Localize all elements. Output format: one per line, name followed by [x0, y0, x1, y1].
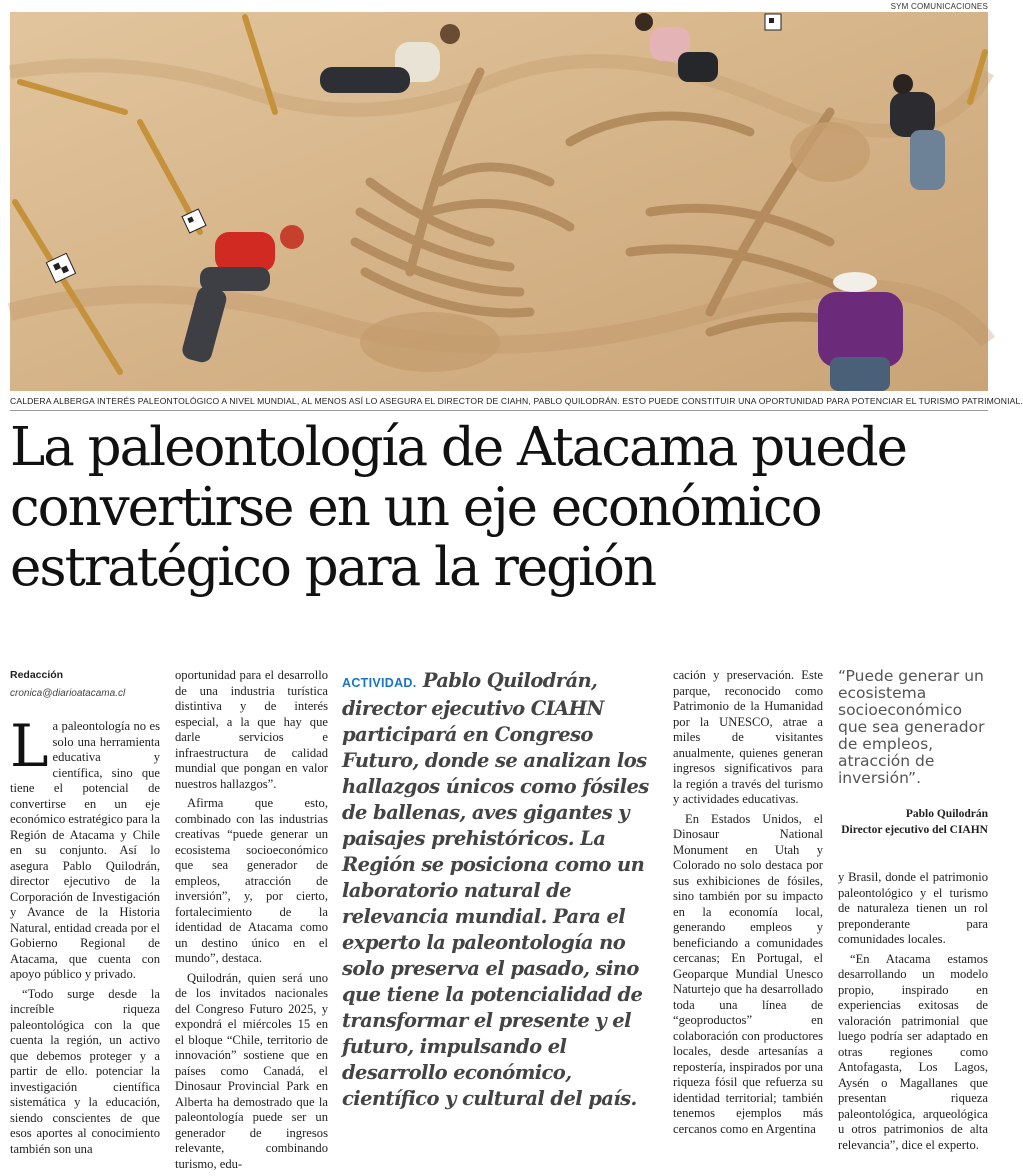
lead-column: [342, 668, 657, 1116]
article-headline: La paleontología de Atacama puede convertirse en un eje económico estratégico para la región: [10, 417, 906, 598]
drop-cap: L: [10, 712, 49, 780]
photo-credit: SYM COMUNICACIONES: [890, 2, 988, 11]
body-paragraph: “Todo surge desde la increíble riqueza paleontológica con la que cuenta la región, un activo que debemos proteger y a partir de ello. potenciar la investigación científica sistemática y la educación, siendo conscientes de que esos aportes al conocimiento también son una: [10, 986, 160, 1156]
body-paragraph: Quilodrán, quien será uno de los invitados nacionales del Congreso Futuro 2025, y expondrá el miércoles 15 en el bloque “Chile, territorio de innovación” sostiene que en países como Canadá, el Dinosaur Provincial Park en Alberta ha demostrado que la paleontología puede ser un generador de ingresos relevante, combinando turismo, edu-: [175, 970, 328, 1171]
body-paragraph: La paleontología no es solo una herramienta educativa y científica, sino que tiene el potencial de convertirse en un eje económico estratégico para la Región de Atacama y Chile en su conjunto. Así lo asegura Pablo Quilodrán, director ejecutivo de la Corporación de Investigación y Avance de la Historia Natural, entidad creada por el Gobierno Regional de Atacama, que cuenta con apoyo público y privado.: [10, 712, 160, 981]
body-paragraph: oportunidad para el desarrollo de una industria turística distintiva y de interés especial, a la que hay que darle servicios e infraestructura de calidad mundial que pongan en valor nuestros hallazgos”.: [175, 668, 328, 791]
column-1: [10, 668, 160, 1161]
body-paragraph: “En Atacama estamos desarrollando un modelo propio, inspirado en experiencias exitosas de valoración patrimonial que luego podría ser adaptado en otras regiones como Antofagasta, Los Lagos, Aysén o Magallanes que presentan riqueza paleontológica, arqueológica u otros patrimonios de alta relevancia”, dice el experto.: [838, 951, 988, 1152]
body-paragraph: Afirma que esto, combinado con las industrias creativas “puede generar un ecosistema socioeconómico que sea generador de empleos, atracción de inversión”, y, por cierto, fortalecimiento de la identidad de Atacama como un destino único en el mundo”, destaca.: [175, 796, 328, 965]
body-paragraph: y Brasil, donde el patrimonio paleontológico y el turismo de naturaleza tienen un rol preponderante para comunidades locales.: [838, 870, 988, 946]
column-2: [175, 668, 328, 1176]
section-tag: ACTIVIDAD.: [342, 676, 417, 690]
byline-author: Redacción: [10, 669, 64, 681]
pull-quote-author: Pablo Quilodrán: [905, 808, 988, 820]
lead-paragraph: [342, 668, 657, 1112]
caption-divider: [10, 410, 988, 411]
pull-quote: “Puede generar un ecosistema socioeconómico que sea generador de empleos, atracción de inversión”.: [838, 667, 985, 787]
column-5: [838, 668, 988, 1157]
pull-quote-role: Director ejecutivo del CIAHN: [841, 823, 988, 836]
excavation-photo: [10, 12, 988, 391]
lead-text: Pablo Quilodrán, director ejecutivo CIAHN participará en Congreso Futuro, donde se analizan los hallazgos únicos como fósiles de ballenas, aves gigantes y paisajes prehistóricos. La Región se posiciona como un laboratorio natural de relevancia mundial. Para el experto la paleontología no solo preserva el pasado, sino que tiene la potencialidad de transformar el presente y el futuro, impulsando el desarrollo económico, científico y cultural del país.: [342, 669, 649, 1110]
body-paragraph: cación y preservación. Este parque, reconocido como Patrimonio de la Humanidad por la UNESCO, atrae a miles de visitantes anualmente, quienes generan ingresos significativos para la región a través del turismo y actividades educativas.: [673, 668, 823, 806]
column-4: [673, 668, 823, 1141]
body-paragraph: En Estados Unidos, el Dinosaur National Monument en Utah y Colorado no solo destaca por sus exhibiciones de fósiles, sino también por su impacto en la economía local, generando empleos y beneficiando a comunidades cercanas; En Portugal, el Geoparque Mundial Unesco Naturtejo que ha desarrollado toda una línea de “geoproductos” en colaboración con productores locales, desde artesanías a repostería, inspirados por una riqueza fósil que refuerza su identidad territorial; también tenemos ejemplos más cercanos como en Argentina: [673, 811, 823, 1136]
photo-caption: CALDERA ALBERGA INTERÉS PALEONTOLÓGICO A NIVEL MUNDIAL, AL MENOS ASÍ LO ASEGURA EL DIRECTOR DE CIAHN, PABLO QUILODRÁN. ESTO PUEDE CONSTITUIR UNA OPORTUNIDAD PARA POTENCIAR EL TURISMO PATRIMONIAL.: [10, 396, 1023, 406]
byline-email[interactable]: cronica@diarioatacama.cl: [10, 687, 126, 699]
